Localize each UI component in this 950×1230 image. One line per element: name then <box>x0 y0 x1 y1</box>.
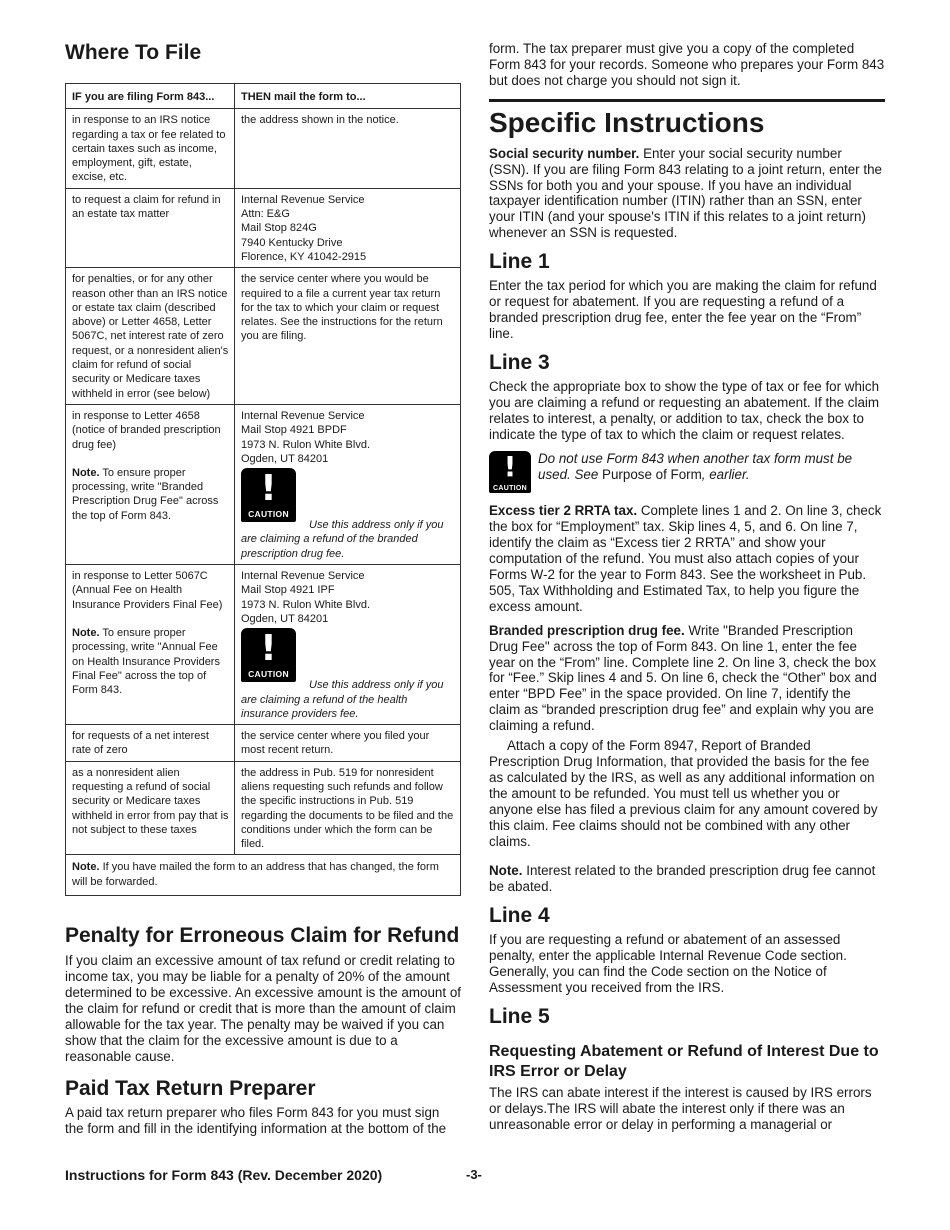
caution-text: Do not use Form 843 when another tax form must be used. See Purpose of Form, earlier. <box>538 451 853 483</box>
caution-text: Use this address only if you are claiming a refund of the health insurance providers fee. <box>241 679 444 720</box>
note-text: Interest related to the branded prescription drug fee cannot be abated. <box>489 863 876 895</box>
address-line: Ogden, UT 84201 <box>241 612 329 625</box>
section-rule <box>489 99 885 102</box>
ssn-text: Enter your social security number (SSN). If you are filing Form 843 relating to a joint return, enter the SSNs for both you and your spouse. If you have an individual taxpayer identification number (ITIN) rather than an SSN, enter your ITIN (and your spouse's ITIN if this relates to a joint return) whenever an SSN is requested. <box>489 145 882 241</box>
table-row <box>66 404 461 564</box>
line5-heading: Line 5 <box>489 1004 550 1028</box>
line3-caution <box>489 451 885 493</box>
address-line: Florence, KY 41042-2915 <box>241 250 367 263</box>
row-then-cell <box>235 188 461 267</box>
address-line: 1973 N. Rulon White Blvd. <box>241 438 371 451</box>
row-if-cell: for requests of a net interest rate of zero <box>66 725 235 762</box>
address-line: Mail Stop 824G <box>241 222 317 235</box>
row-if-text: in response to Letter 5067C (Annual Fee on Health Insurance Providers Final Fee) <box>72 570 223 611</box>
table-row <box>66 565 461 725</box>
preparer-paragraph: A paid tax return preparer who files Form 843 for you must sign the form and fill in the identifying information at the bottom of the <box>65 1105 447 1137</box>
table-row <box>66 268 461 405</box>
row-then-cell <box>235 565 461 725</box>
continued-paragraph: form. The tax preparer must give you a copy of the completed Form 843 for your records. Someone who prepares your Form 843 but does not charge you should not sign it. <box>489 41 885 88</box>
footer-form-title: Instructions for Form 843 (Rev. December 2020) <box>65 1167 383 1183</box>
bpd-text: Write "Branded Prescription Drug Fee" across the top of Form 843. On line 1, enter the fee year on the “From” line. Complete line 2. On line 3, check the box for “Fee.” Skip lines 4 and 5. On line 6, check the “Other” box and enter “BPD Fee” in the space provided. On line 7, identify the claim as “branded prescription drug fee” and explain why you are claiming a refund. <box>489 622 877 734</box>
address-line: 1973 N. Rulon White Blvd. <box>241 598 371 611</box>
row-if-cell: to request a claim for refund in an estate tax matter <box>66 188 235 267</box>
table-header-row <box>66 84 461 109</box>
caution-icon: ! CAUTION <box>489 451 531 493</box>
ssn-paragraph <box>489 146 885 241</box>
note-paragraph <box>489 863 885 895</box>
penalty-paragraph: If you claim an excessive amount of tax refund or credit relating to income tax, you may be liable for a penalty of 20% of the amount determined to be excessive. An excessive amount is the amount of the claim for refund or credit that is more than the amount of claim allowable for the tax year. The penalty may be waived if you can show that the claim for the excessive amount is due to a reasonable cause. <box>65 953 461 1064</box>
line3-heading: Line 3 <box>489 350 550 374</box>
line3-paragraph: Check the appropriate box to show the type of tax or fee for which you are claiming a refund or requesting an abatement. If the claim relates to interest, a penalty, or addition to tax, check the box to indicate the type of tax to which the claim or request relates. <box>489 378 880 442</box>
row-if-text: in response to Letter 4658 (notice of branded prescription drug fee) <box>72 409 221 451</box>
line1-heading: Line 1 <box>489 250 550 274</box>
footer-note-label: Note. <box>72 861 100 874</box>
note-text: To ensure proper processing, write "Branded Prescription Drug Fee" across the top of Form 843. <box>72 466 219 522</box>
table-row <box>66 761 461 855</box>
specific-instructions-heading: Specific Instructions <box>489 106 765 138</box>
address-line: Internal Revenue Service <box>241 409 365 422</box>
address-line: Mail Stop 4921 IPF <box>241 584 335 597</box>
address-line: Ogden, UT 84201 <box>241 452 329 465</box>
address-line: Attn: E&G <box>241 208 290 221</box>
penalty-heading: Penalty for Erroneous Claim for Refund <box>65 924 460 948</box>
line4-heading: Line 4 <box>489 904 550 928</box>
row-then-cell: the service center where you filed your most recent return. <box>235 725 461 762</box>
note-text: To ensure proper processing, write "Annual Fee on Health Insurance Providers Final Fee" across the top of Form 843. <box>72 626 220 697</box>
caution-icon: ! CAUTION <box>241 628 296 682</box>
ssn-label: Social security number. <box>489 145 640 161</box>
table-footer-row <box>66 855 461 896</box>
row-if-cell <box>66 404 235 564</box>
address-line: Internal Revenue Service <box>241 193 365 206</box>
row-if-cell: for penalties, or for any other reason other than an IRS notice or estate tax claim (described above) or Letter 4658, Letter 5067C, net interest rate of zero request, or a nonresident alien's claim for refund of social security or Medicare taxes withheld in error (see below) <box>66 268 235 405</box>
preparer-heading: Paid Tax Return Preparer <box>65 1077 316 1101</box>
table-row <box>66 188 461 267</box>
rrta-text: Complete lines 1 and 2. On line 3, check the box for “Employment” tax. Skip lines 4, 5, and 6. On line 7, identify the claim as “Excess tier 2 RRTA” and show your computation of the refund. You must also attach copies of your Forms W-2 for the year to Form 843. See the worksheet in Pub. 505, Tax Withholding and Estimated Tax, to help you figure the excess amount. <box>489 503 882 614</box>
row-then-cell: the address in Pub. 519 for nonresident aliens requesting such refunds and follow the specific instructions in Pub. 519 regarding the documents to be filed and the conditions under which the form can be filed. <box>235 761 461 855</box>
where-to-file-table <box>65 83 461 896</box>
table-row <box>66 109 461 188</box>
page-number: -3- <box>466 1167 482 1182</box>
address-line: Mail Stop 4921 BPDF <box>241 424 347 437</box>
bpd-label: Branded prescription drug fee. <box>489 622 685 638</box>
right-column <box>489 41 885 1133</box>
table-header-then: THEN mail the form to... <box>235 84 461 109</box>
line4-paragraph: If you are requesting a refund or abatement of an assessed penalty, enter the applicable Internal Revenue Code section. Generally, you can find the Code section on the Notice of Assessment you received from the IRS. <box>489 932 847 995</box>
note-label: Note. <box>72 466 100 479</box>
row-then-cell <box>235 404 461 564</box>
caution-icon: ! CAUTION <box>241 468 296 522</box>
table-footer-note <box>66 855 461 896</box>
rrta-paragraph <box>489 503 885 614</box>
abatement-heading: Requesting Abatement or Refund of Interest Due to IRS Error or Delay <box>489 1042 879 1080</box>
note-label: Note. <box>489 863 523 879</box>
attach-paragraph: Attach a copy of the Form 8947, Report of Branded Prescription Drug Information, that provided the basis for the fee as calculated by the IRS, as well as any additional information on the amount to be refunded. You must tell us whether you or anyone else has filed a previous claim for any amount covered by this claim. Fee claims should not be combined with any other claims. <box>489 738 878 849</box>
footer-note-text: If you have mailed the form to an address that has changed, the form will be forwarded. <box>72 861 439 888</box>
abatement-paragraph: The IRS can abate interest if the interest is caused by IRS errors or delays.The IRS will abate the interest only if there was an unreasonable error or delay in performing a managerial or <box>489 1084 872 1132</box>
row-then-cell: the service center where you would be required to a file a current year tax return for the tax to which your claim or request relates. See the instructions for the return you are filing. <box>235 268 461 405</box>
address-line: Internal Revenue Service <box>241 570 365 583</box>
table-row <box>66 725 461 762</box>
row-if-cell: in response to an IRS notice regarding a tax or fee related to certain taxes such as income, employment, gift, estate, excise, etc. <box>66 109 235 188</box>
address-line: 7940 Kentucky Drive <box>241 236 343 249</box>
table-header-if: IF you are filing Form 843... <box>66 84 235 109</box>
caution-text: Use this address only if you are claiming a refund of the branded prescription drug fee. <box>241 519 444 560</box>
row-then-cell: the address shown in the notice. <box>235 109 461 188</box>
rrta-label: Excess tier 2 RRTA tax. <box>489 503 638 519</box>
left-column <box>65 40 461 1137</box>
row-if-cell: as a nonresident alien requesting a refund of social security or Medicare taxes withheld in error from pay that is not subject to these taxes <box>66 761 235 855</box>
row-if-cell <box>66 565 235 725</box>
bpd-paragraph <box>489 623 885 734</box>
where-to-file-heading: Where To File <box>65 41 202 64</box>
note-label: Note. <box>72 626 100 639</box>
line1-paragraph: Enter the tax period for which you are making the claim for refund or request for abatement. If you are requesting a refund of a branded prescription drug fee, enter the fee year on the “From” line. <box>489 278 877 341</box>
